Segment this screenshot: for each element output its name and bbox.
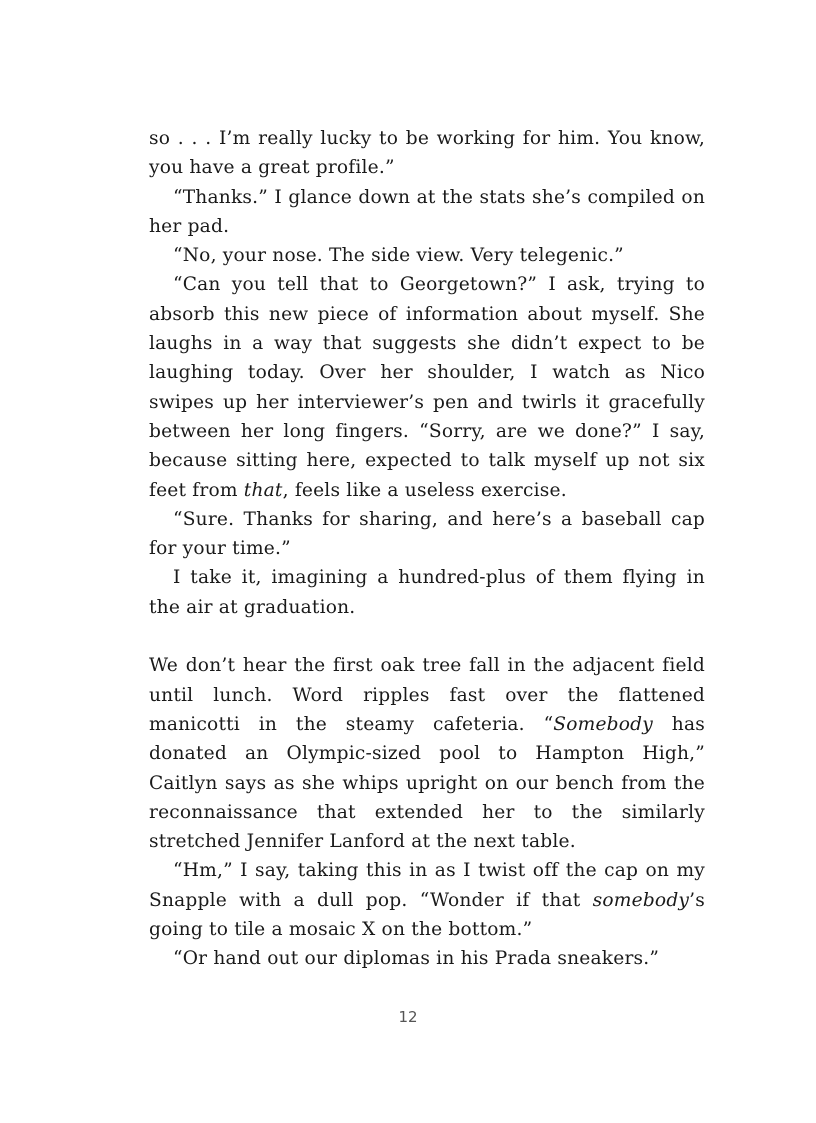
paragraph-1-text: so . . . I’m really lucky to be working for him. You know, you have a great profile.” [149,128,705,179]
paragraph-6-text: I take it, imagining a hundred-plus of them flying in the air at graduation. [149,567,705,618]
paragraph-7 [149,651,705,856]
paragraph-9 [149,944,705,973]
paragraph-7-italic: Somebody [553,713,653,735]
paragraph-8-italic: somebody [592,889,690,911]
paragraph-5 [149,505,705,564]
paragraph-4-italic: that [243,479,283,501]
paragraph-8 [149,856,705,944]
paragraph-8-text-a: “Hm,” I say, taking this in as I twist off the cap on my Snapple with a dull pop. “Wonder if that [149,860,705,911]
paragraph-3-text: “No, your nose. The side view. Very telegenic.” [173,245,624,267]
page-number: 12 [398,1008,418,1026]
paragraph-6 [149,563,705,622]
paragraph-4-text-a: “Can you tell that to Georgetown?” I ask, trying to absorb this new piece of information about myself. She laughs in a way that suggests she didn’t expect to be laughing today. Over her shoulder, I watch as Nico swipes up her interviewer’s pen and twirls it gracefully between her long fingers. “Sorry, are we done?” I say, because sitting here, expected to talk myself up not six feet from [149,274,705,501]
paragraph-2 [149,183,705,242]
book-page-body [149,124,705,974]
paragraph-7-text-b: has donated an Olympic-sized pool to Hampton High,” Caitlyn says as she whips upright on our bench from the reconnaissance that extended her to the similarly stretched Jennifer Lanford at the next table. [149,713,705,853]
paragraph-4 [149,270,705,504]
paragraph-1 [149,124,705,183]
paragraph-4-text-b: , feels like a useless exercise. [282,479,567,501]
paragraph-2-text: “Thanks.” I glance down at the stats she’s compiled on her pad. [149,186,705,237]
paragraph-7-text-a: We don’t hear the first oak tree fall in the adjacent field until lunch. Word ripples fast over the flattened manicotti in the steamy cafeteria. “ [149,655,705,735]
paragraph-3 [149,241,705,270]
paragraph-5-text: “Sure. Thanks for sharing, and here’s a baseball cap for your time.” [149,508,705,560]
paragraph-8-text-b: ’s going to tile a mosaic X on the bottom.” [149,889,705,941]
paragraph-9-text: “Or hand out our diplomas in his Prada sneakers.” [173,948,660,970]
